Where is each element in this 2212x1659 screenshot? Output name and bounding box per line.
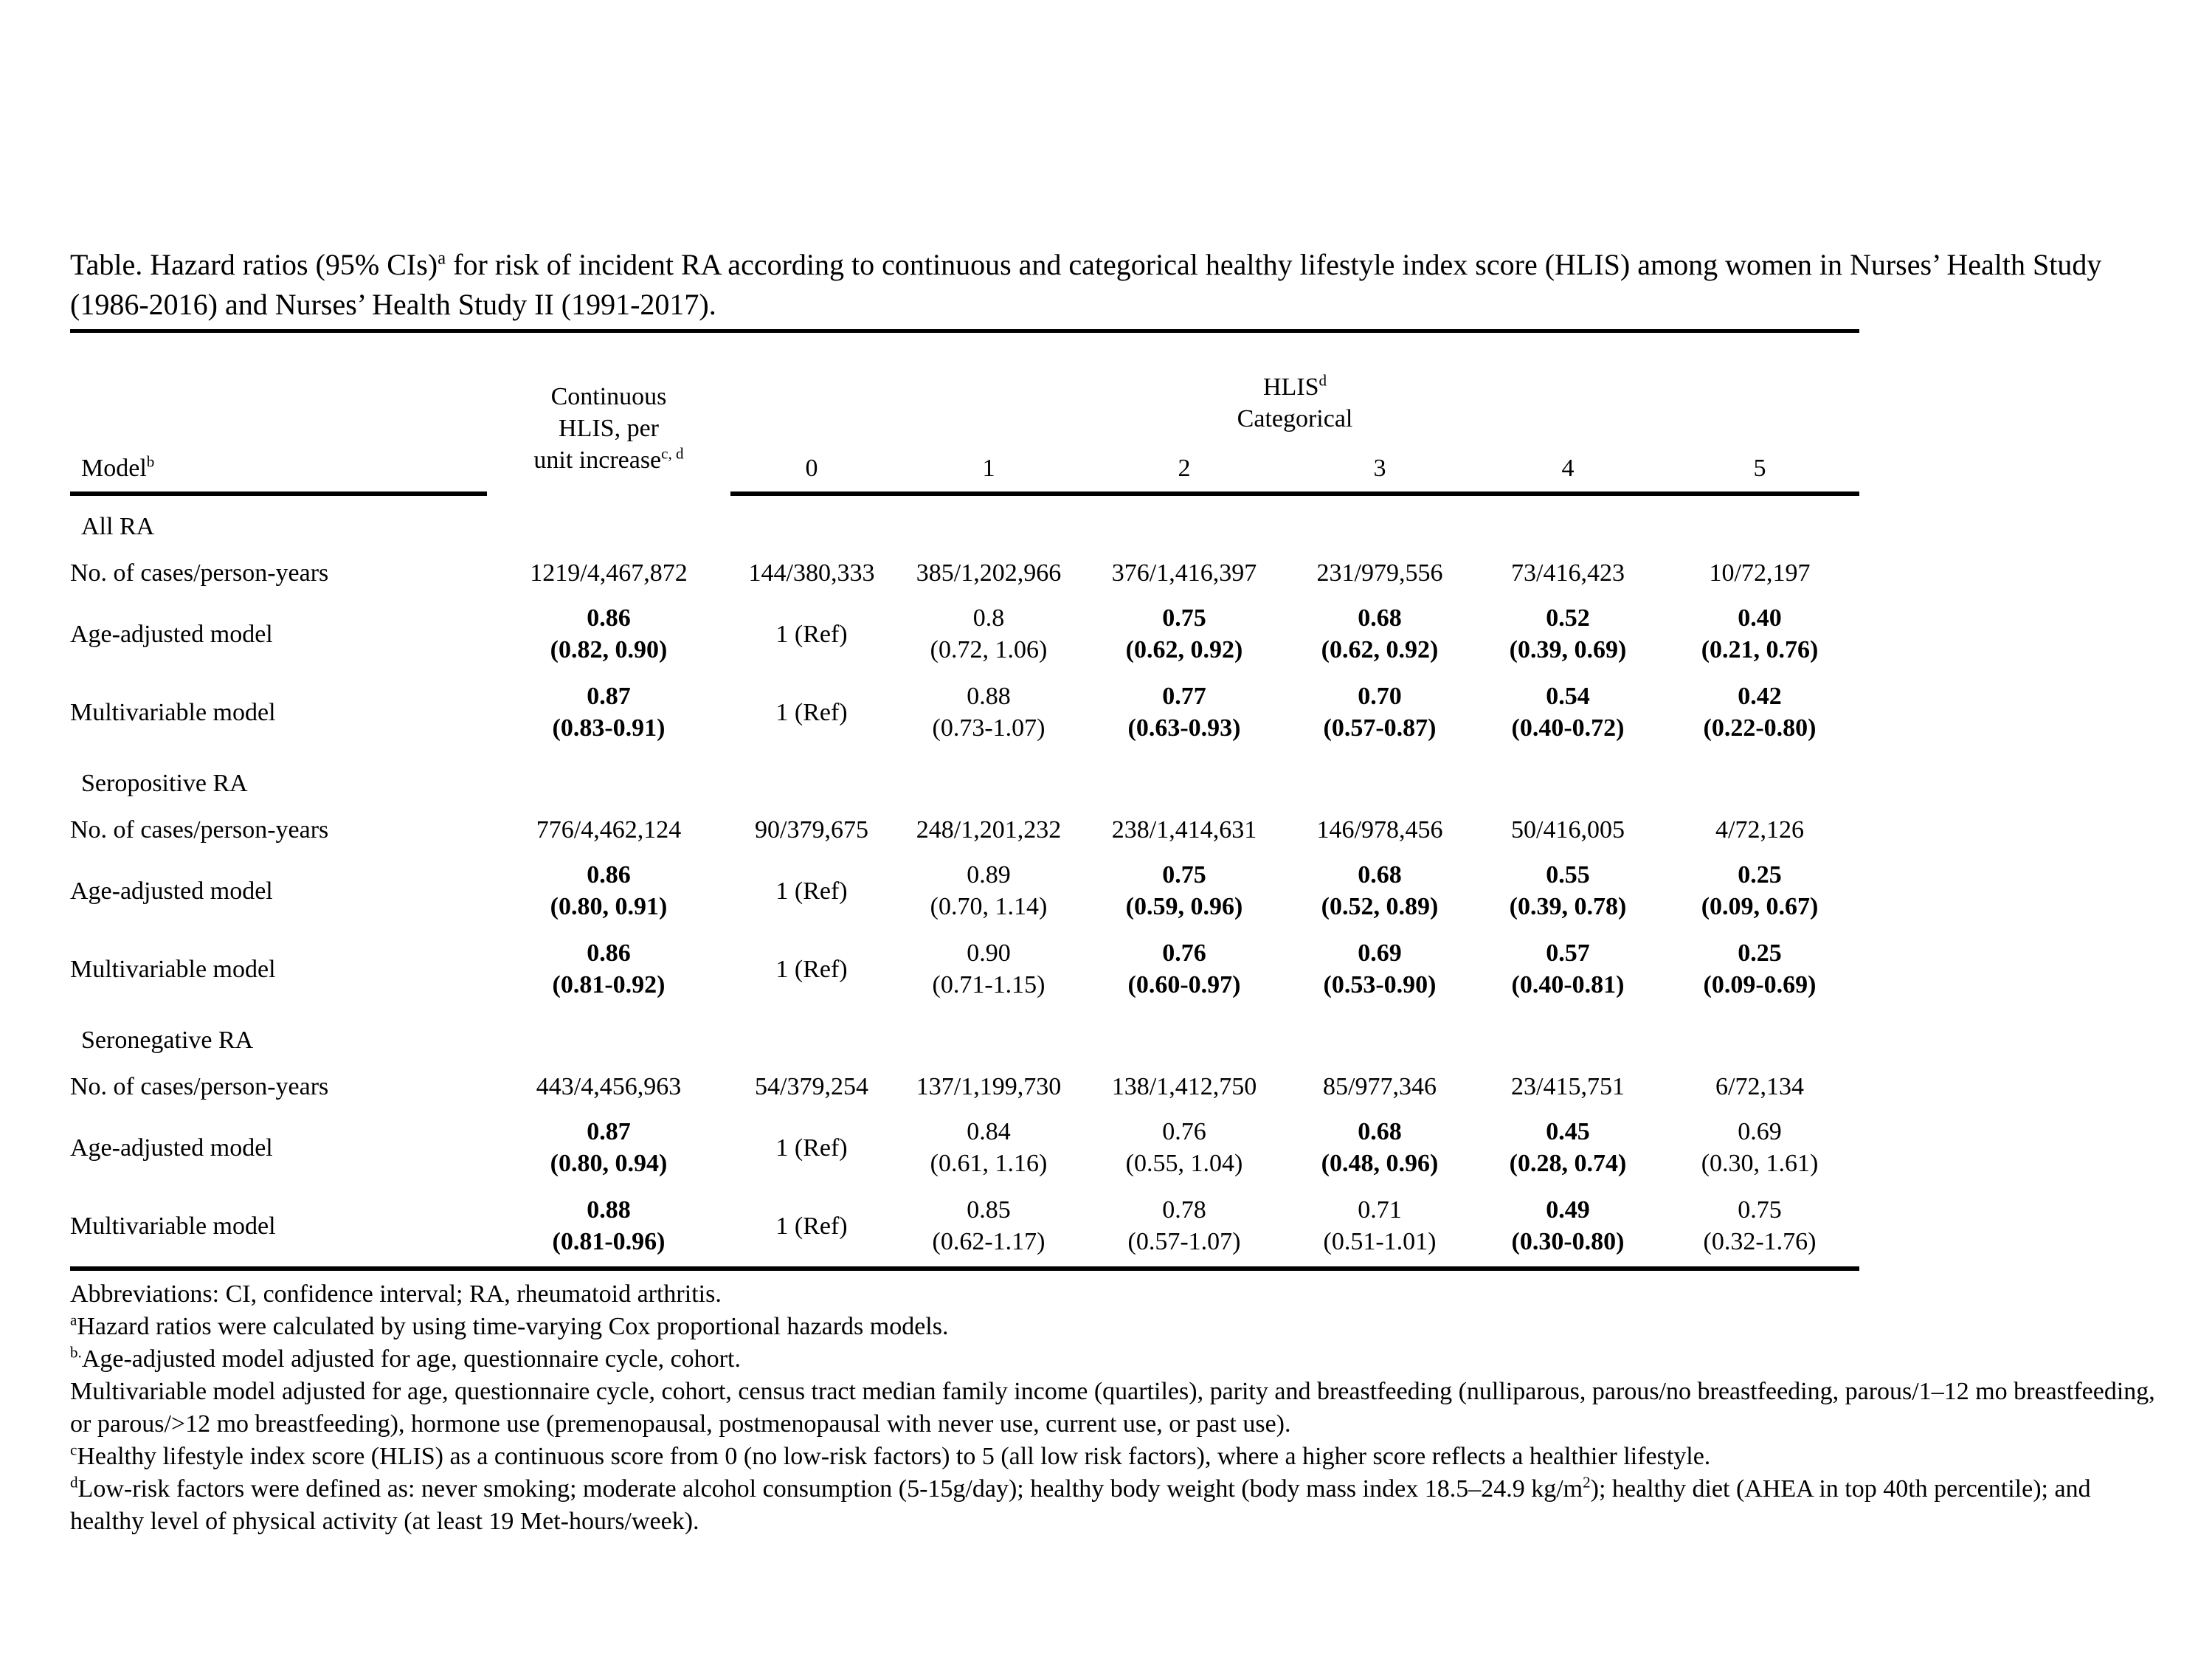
title-text: Table. Hazard ratios (95% CIs): [70, 248, 438, 281]
hazard-ratio-estimate: 0.84: [967, 1118, 1011, 1145]
hazard-ratio-cell: [487, 675, 730, 753]
header-continuous-line2: HLIS, per: [559, 414, 659, 442]
confidence-interval: (0.80, 0.94): [550, 1150, 668, 1177]
confidence-interval: (0.61, 1.16): [930, 1150, 1048, 1177]
confidence-interval: (0.82, 0.90): [550, 636, 668, 663]
counts-cell: 4/72,126: [1715, 816, 1804, 844]
row-label: Multivariable model: [70, 1212, 276, 1240]
section-title: All RA: [81, 513, 155, 540]
header-model-text: Model: [81, 455, 147, 482]
section-header-row: [70, 1010, 1859, 1060]
header-row-groups: [70, 331, 1859, 440]
row-label: No. of cases/person-years: [70, 816, 329, 844]
hazard-ratio-cell: [893, 853, 1085, 931]
confidence-interval: (0.71-1.15): [932, 971, 1045, 998]
footnote-d-text-continued: ); healthy diet (AHEA in top 40th percentile); and healthy level of physical activity (at least 19 Met-hours/week).: [70, 1475, 2091, 1535]
footnote-abbreviations: Abbreviations: CI, confidence interval; RA, rheumatoid arthritis.: [70, 1280, 722, 1308]
hazard-ratio-estimate: 0.87: [587, 683, 631, 710]
hazard-ratio-cell: [1284, 675, 1476, 753]
confidence-interval: (0.55, 1.04): [1125, 1150, 1243, 1177]
confidence-interval: (0.80, 0.91): [550, 893, 668, 920]
title-text-continued: for risk of incident RA according to continuous and categorical healthy lifestyle index score (HLIS) among women in Nurses’ Health Study (1986-2016) and Nurses’ Health Study II (1991-2017).: [70, 248, 2102, 321]
footnote-a: [70, 1311, 2158, 1343]
document-content: [70, 245, 2158, 1538]
hazard-ratio-cell: [1284, 596, 1476, 675]
counts-cell: 73/416,423: [1511, 559, 1625, 587]
confidence-interval: (0.73-1.07): [932, 714, 1045, 742]
header-level-2: 2: [1085, 439, 1284, 494]
hazard-ratio-cell: [1085, 853, 1284, 931]
hazard-ratio-cell: [1284, 1110, 1476, 1188]
hazard-ratio-cell: [1660, 596, 1859, 675]
confidence-interval: (0.48, 0.96): [1321, 1150, 1439, 1177]
row-label: Age-adjusted model: [70, 1134, 273, 1162]
header-categorical-footnote-marker: d: [1318, 371, 1327, 390]
hazard-ratio-cell: [1660, 1110, 1859, 1188]
hazard-ratio-estimate: 0.42: [1738, 683, 1782, 710]
hazard-ratio-cell: [893, 675, 1085, 753]
header-categorical-label: Categorical: [1237, 405, 1353, 432]
confidence-interval: (0.21, 0.76): [1701, 636, 1819, 663]
hazard-ratio-estimate: 0.68: [1358, 604, 1402, 632]
confidence-interval: (0.30-0.80): [1511, 1228, 1625, 1255]
confidence-interval: (0.40-0.81): [1511, 971, 1625, 998]
confidence-interval: (0.28, 0.74): [1509, 1150, 1627, 1177]
footnote-c-marker: c: [70, 1441, 77, 1459]
header-level-5: 5: [1660, 439, 1859, 494]
row-label: No. of cases/person-years: [70, 559, 329, 587]
header-model-footnote-marker: b: [146, 452, 155, 471]
footnote-c-text: Healthy lifestyle index score (HLIS) as a continuous score from 0 (no low-risk factors) to 5 (all low risk factors), where a higher score reflects a healthier lifestyle.: [77, 1443, 1711, 1470]
confidence-interval: (0.62-1.17): [932, 1228, 1045, 1255]
header-hlis-categorical: [730, 331, 1859, 440]
hazard-ratio-cell: [893, 1110, 1085, 1188]
hazard-ratio-estimate: 0.86: [587, 604, 631, 632]
hazard-ratio-estimate: 0.88: [587, 1196, 631, 1224]
hazard-ratio-cell: [730, 1110, 893, 1188]
hazard-ratio-cell: [730, 675, 893, 753]
confidence-interval: (0.30, 1.61): [1701, 1150, 1819, 1177]
counts-row: [70, 804, 1859, 853]
hazard-ratio-estimate: 0.25: [1738, 939, 1782, 967]
confidence-interval: (0.60-0.97): [1127, 971, 1241, 998]
counts-cell: 248/1,201,232: [916, 816, 1062, 844]
footnote-d-marker: d: [70, 1473, 78, 1491]
hazard-ratio-estimate: 0.52: [1546, 604, 1590, 632]
hazard-ratio-row: [70, 931, 1859, 1010]
hazard-ratio-estimate: 0.87: [587, 1118, 631, 1145]
hazard-ratio-estimate: 0.86: [587, 861, 631, 889]
counts-cell: 1219/4,467,872: [530, 559, 688, 587]
header-level-3: 3: [1284, 439, 1476, 494]
confidence-interval: (0.39, 0.69): [1509, 636, 1627, 663]
counts-cell: 10/72,197: [1709, 559, 1811, 587]
confidence-interval: (0.62, 0.92): [1125, 636, 1243, 663]
hazard-ratio-cell: [1476, 1110, 1660, 1188]
header-continuous-hlis: [487, 331, 730, 494]
footnote-c: [70, 1441, 2158, 1473]
table-header: [70, 331, 1859, 494]
confidence-interval: (0.62, 0.92): [1321, 636, 1439, 663]
header-continuous-footnote-marker: c, d: [661, 444, 684, 463]
hazard-ratio-estimate: 0.49: [1546, 1196, 1590, 1224]
section-title: Seropositive RA: [81, 770, 248, 797]
hazard-ratio-cell: [893, 1188, 1085, 1269]
hazard-ratio-estimate: 1 (Ref): [775, 1212, 848, 1240]
confidence-interval: (0.32-1.76): [1703, 1228, 1817, 1255]
confidence-interval: (0.53-0.90): [1323, 971, 1437, 998]
footnote-multivariable: Multivariable model adjusted for age, questionnaire cycle, cohort, census tract median family income (quartiles), parity and breastfeeding (nulliparous, parous/no breastfeeding, parous/1–12 mo breastfeeding, or parous/>12 mo breastfeeding), hormone use (premenopausal, postmenopausal with never use, current use, or past use).: [70, 1378, 2155, 1438]
confidence-interval: (0.81-0.92): [552, 971, 666, 998]
hazard-ratio-row: [70, 596, 1859, 675]
hazard-ratio-cell: [893, 931, 1085, 1010]
hazard-ratio-cell: [487, 596, 730, 675]
hazard-ratio-cell: [1476, 675, 1660, 753]
counts-cell: 138/1,412,750: [1111, 1073, 1257, 1100]
confidence-interval: (0.72, 1.06): [930, 636, 1048, 663]
counts-cell: 137/1,199,730: [916, 1073, 1062, 1100]
hazard-ratio-cell: [1476, 596, 1660, 675]
footnotes: [70, 1278, 2158, 1538]
footnote-b-text: Age-adjusted model adjusted for age, questionnaire cycle, cohort.: [81, 1345, 741, 1373]
footnote-a-marker: a: [70, 1311, 77, 1329]
hazard-ratio-cell: [1476, 1188, 1660, 1269]
hazard-ratio-cell: [893, 596, 1085, 675]
hazard-ratio-estimate: 0.68: [1358, 1118, 1402, 1145]
hazard-ratio-cell: [487, 853, 730, 931]
counts-cell: 385/1,202,966: [916, 559, 1062, 587]
counts-row: [70, 547, 1859, 596]
confidence-interval: (0.09, 0.67): [1701, 893, 1819, 920]
hazard-ratio-cell: [1660, 1188, 1859, 1269]
hazard-ratio-cell: [1085, 931, 1284, 1010]
footnote-b: [70, 1343, 2158, 1376]
hazard-ratio-estimate: 0.88: [967, 683, 1011, 710]
confidence-interval: (0.39, 0.78): [1509, 893, 1627, 920]
counts-cell: 90/379,675: [755, 816, 868, 844]
section-header-row: [70, 494, 1859, 547]
counts-cell: 231/979,556: [1316, 559, 1443, 587]
counts-cell: 85/977,346: [1323, 1073, 1437, 1100]
hazard-ratio-cell: [1085, 675, 1284, 753]
counts-row: [70, 1060, 1859, 1110]
header-level-0: 0: [730, 439, 893, 494]
header-blank-cell: [70, 331, 487, 440]
hazard-ratio-cell: [730, 596, 893, 675]
row-label: Multivariable model: [70, 955, 276, 983]
hazard-ratio-estimate: 1 (Ref): [775, 620, 848, 648]
hazard-ratio-estimate: 0.8: [972, 604, 1005, 632]
hazard-ratio-row: [70, 1188, 1859, 1269]
counts-cell: 443/4,456,963: [536, 1073, 682, 1100]
hazard-ratio-estimate: 1 (Ref): [775, 877, 848, 905]
hazard-ratio-estimate: 0.54: [1546, 683, 1590, 710]
hazard-ratio-cell: [1284, 1188, 1476, 1269]
confidence-interval: (0.51-1.01): [1323, 1228, 1437, 1255]
hazard-ratio-estimate: 0.77: [1162, 683, 1206, 710]
table-body: [70, 494, 1859, 1269]
hazard-ratio-cell: [1085, 1188, 1284, 1269]
hazard-ratio-estimate: 0.76: [1162, 939, 1206, 967]
header-categorical-hlis-text: HLIS: [1262, 373, 1319, 401]
hazard-ratio-estimate: 0.90: [967, 939, 1011, 967]
hazard-ratio-cell: [1660, 931, 1859, 1010]
confidence-interval: (0.09-0.69): [1703, 971, 1817, 998]
hazard-ratio-estimate: 0.78: [1162, 1196, 1206, 1224]
confidence-interval: (0.63-0.93): [1127, 714, 1241, 742]
confidence-interval: (0.52, 0.89): [1321, 893, 1439, 920]
hazard-ratio-row: [70, 853, 1859, 931]
header-categorical-line1: [730, 371, 1859, 403]
confidence-interval: (0.81-0.96): [552, 1228, 666, 1255]
hazard-ratio-cell: [487, 1188, 730, 1269]
counts-cell: 144/380,333: [748, 559, 875, 587]
hazard-ratio-table: [70, 329, 1859, 1271]
header-level-4: 4: [1476, 439, 1660, 494]
hazard-ratio-cell: [487, 931, 730, 1010]
row-label: Age-adjusted model: [70, 620, 273, 648]
hazard-ratio-estimate: 0.25: [1738, 861, 1782, 889]
counts-cell: 23/415,751: [1511, 1073, 1625, 1100]
hazard-ratio-estimate: 0.89: [967, 861, 1011, 889]
hazard-ratio-estimate: 0.68: [1358, 861, 1402, 889]
hazard-ratio-cell: [1284, 931, 1476, 1010]
confidence-interval: (0.57-0.87): [1323, 714, 1437, 742]
hazard-ratio-estimate: 0.75: [1738, 1196, 1782, 1224]
footnote-a-text: Hazard ratios were calculated by using time-varying Cox proportional hazards models.: [77, 1313, 949, 1340]
footnote-d: [70, 1473, 2158, 1538]
section-header-row: [70, 753, 1859, 804]
table-title: [70, 245, 2158, 325]
row-label: Multivariable model: [70, 698, 276, 726]
hazard-ratio-cell: [730, 1188, 893, 1269]
hazard-ratio-cell: [1476, 931, 1660, 1010]
hazard-ratio-cell: [1660, 675, 1859, 753]
counts-cell: 776/4,462,124: [536, 816, 682, 844]
hazard-ratio-estimate: 0.57: [1546, 939, 1590, 967]
footnote-d-squared-marker: 2: [1583, 1473, 1591, 1491]
confidence-interval: (0.40-0.72): [1511, 714, 1625, 742]
header-continuous-line3: [487, 444, 730, 476]
hazard-ratio-cell: [1085, 596, 1284, 675]
hazard-ratio-estimate: 1 (Ref): [775, 1134, 848, 1162]
hazard-ratio-estimate: 0.86: [587, 939, 631, 967]
hazard-ratio-estimate: 0.70: [1358, 683, 1402, 710]
hazard-ratio-estimate: 0.75: [1162, 604, 1206, 632]
footnote-d-text: Low-risk factors were defined as: never smoking; moderate alcohol consumption (5-15g/day); healthy body weight (body mass index 18.5–24.9 kg/m: [77, 1475, 1583, 1503]
hazard-ratio-cell: [1085, 1110, 1284, 1188]
hazard-ratio-estimate: 0.85: [967, 1196, 1011, 1224]
header-continuous-line1: Continuous: [550, 382, 667, 410]
hazard-ratio-row: [70, 675, 1859, 753]
row-label: Age-adjusted model: [70, 877, 273, 905]
hazard-ratio-cell: [730, 853, 893, 931]
hazard-ratio-estimate: 1 (Ref): [775, 698, 848, 726]
header-row-levels: [70, 439, 1859, 494]
confidence-interval: (0.22-0.80): [1703, 714, 1817, 742]
hazard-ratio-estimate: 0.69: [1358, 939, 1402, 967]
hazard-ratio-cell: [1660, 853, 1859, 931]
hazard-ratio-cell: [1284, 853, 1476, 931]
hazard-ratio-estimate: 1 (Ref): [775, 955, 848, 983]
footnote-b-marker: b.: [70, 1343, 82, 1362]
hazard-ratio-cell: [487, 1110, 730, 1188]
hazard-ratio-estimate: 0.40: [1738, 604, 1782, 632]
confidence-interval: (0.57-1.07): [1127, 1228, 1241, 1255]
hazard-ratio-row: [70, 1110, 1859, 1188]
counts-cell: 238/1,414,631: [1111, 816, 1257, 844]
hazard-ratio-estimate: 0.71: [1358, 1196, 1402, 1224]
hazard-ratio-estimate: 0.55: [1546, 861, 1590, 889]
section-title: Seronegative RA: [81, 1027, 254, 1054]
counts-cell: 50/416,005: [1511, 816, 1625, 844]
header-level-1: 1: [893, 439, 1085, 494]
hazard-ratio-cell: [730, 931, 893, 1010]
counts-cell: 54/379,254: [755, 1073, 868, 1100]
counts-cell: 146/978,456: [1316, 816, 1443, 844]
title-footnote-marker-a: a: [438, 248, 446, 269]
hazard-ratio-estimate: 0.76: [1162, 1118, 1206, 1145]
confidence-interval: (0.70, 1.14): [930, 893, 1048, 920]
header-model: [70, 439, 487, 494]
confidence-interval: (0.83-0.91): [552, 714, 666, 742]
confidence-interval: (0.59, 0.96): [1125, 893, 1243, 920]
hazard-ratio-cell: [1476, 853, 1660, 931]
counts-cell: 376/1,416,397: [1111, 559, 1257, 587]
hazard-ratio-estimate: 0.45: [1546, 1118, 1590, 1145]
hazard-ratio-estimate: 0.75: [1162, 861, 1206, 889]
header-continuous-line3-text: unit increase: [533, 446, 662, 474]
hazard-ratio-estimate: 0.69: [1738, 1118, 1782, 1145]
row-label: No. of cases/person-years: [70, 1073, 329, 1100]
counts-cell: 6/72,134: [1715, 1073, 1804, 1100]
